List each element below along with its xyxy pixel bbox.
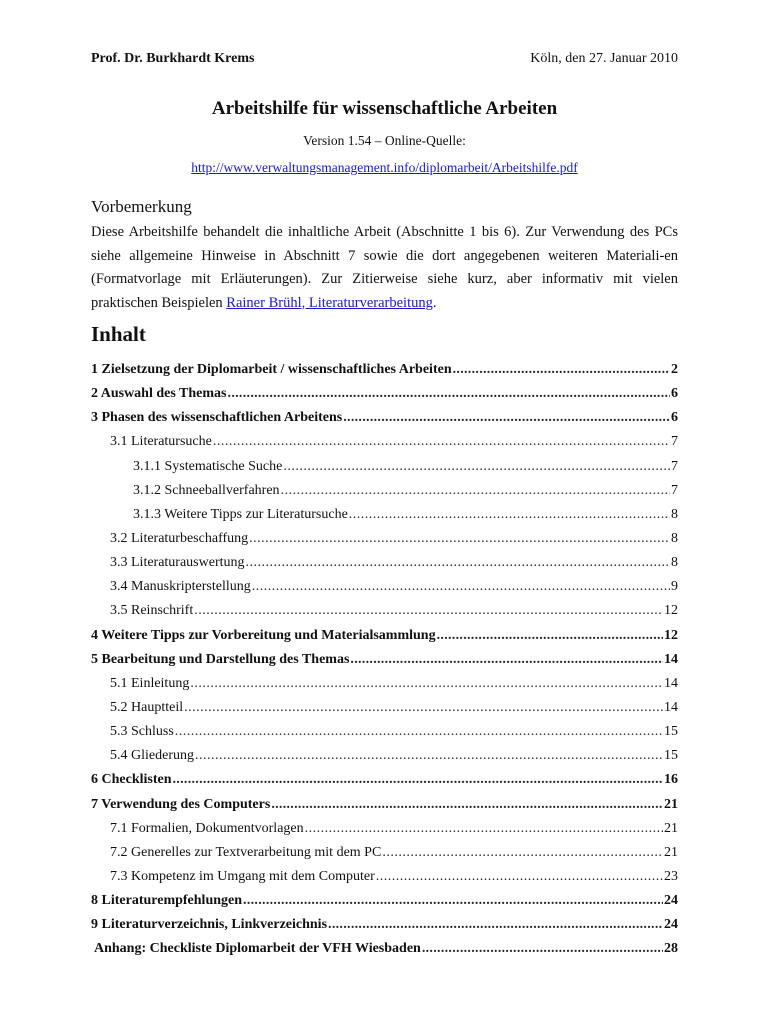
toc-leader-dots [350,652,663,668]
table-of-contents [91,362,678,966]
document-title: Arbeitshilfe für wissenschaftliche Arbeiten [211,98,558,119]
toc-entry[interactable] [91,483,678,507]
toc-entry[interactable] [91,603,678,627]
document-page [91,0,678,1024]
toc-page-number: 9 [671,579,678,595]
toc-entry-title: 7.2 Generelles zur Textverarbeitung mit dem PC [110,844,382,860]
toc-entry[interactable] [91,555,678,579]
toc-entry[interactable] [91,531,678,555]
version-line: Version 1.54 – Online-Quelle: [303,133,466,148]
toc-entry[interactable] [91,386,678,410]
toc-entry-title: 3.1 Literatursuche [110,434,212,450]
toc-entry[interactable] [91,434,678,458]
toc-leader-dots [228,386,670,402]
toc-entry[interactable] [91,362,678,386]
preface-text: Diese Arbeitshilfe behandelt die inhaltliche Arbeit (Abschnitte 1 bis 6). Zur Verwendung des PCs siehe allgemeine Hinweise in Abschnitt 7 sowie die dort angegebenen weiteren Materiali-en (Formatvorlage mit Erläuterungen). Zur Zitierweise siehe kurz, aber informativ mit vielen praktischen Beispielen [91,224,678,311]
toc-leader-dots [246,555,670,571]
toc-entry-title: 5 Bearbeitung und Darstellung des Themas [91,651,350,667]
toc-entry[interactable] [91,772,678,796]
toc-page-number: 14 [664,675,678,691]
toc-page-number: 7 [671,434,678,450]
toc-entry-title: 3.1.1 Systematische Suche [133,458,283,474]
preface-text-end: . [432,294,437,311]
toc-entry-title: 4 Weitere Tipps zur Vorbereitung und Materialsammlung [91,627,436,643]
toc-page-number: 21 [664,820,678,836]
toc-leader-dots [305,821,663,837]
toc-entry[interactable] [91,507,678,531]
toc-leader-dots [343,410,670,426]
toc-entry[interactable] [91,410,678,434]
toc-entry[interactable] [91,797,678,821]
toc-leader-dots [283,459,670,475]
toc-entry[interactable] [91,845,678,869]
toc-leader-dots [249,531,670,547]
toc-entry[interactable] [91,869,678,893]
toc-entry[interactable] [91,676,678,700]
toc-page-number: 28 [664,941,678,957]
toc-page-number: 6 [671,410,678,426]
toc-page-number: 14 [664,651,678,667]
toc-page-number: 15 [664,748,678,764]
toc-leader-dots [173,772,664,788]
toc-leader-dots [437,628,663,644]
toc-page-number: 24 [664,893,678,909]
toc-entry-title: 3.5 Reinschrift [110,603,194,619]
toc-leader-dots [376,869,663,885]
toc-leader-dots [281,483,670,499]
toc-leader-dots [349,507,670,523]
toc-entry-title: 2 Auswahl des Themas [91,386,227,402]
toc-entry[interactable] [91,724,678,748]
toc-leader-dots [382,845,663,861]
toc-leader-dots [194,603,663,619]
toc-entry[interactable] [91,652,678,676]
toc-entry-title: 3.3 Literaturauswertung [110,555,245,571]
toc-page-number: 8 [671,555,678,571]
toc-heading: Inhalt [91,322,146,346]
toc-leader-dots [190,676,663,692]
toc-leader-dots [175,724,663,740]
author-name: Prof. Dr. Burkhardt Krems [91,51,255,66]
toc-entry[interactable] [91,459,678,483]
toc-entry-title: 3.1.3 Weitere Tipps zur Literatursuche [133,506,348,522]
toc-leader-dots [271,797,663,813]
toc-entry[interactable] [91,700,678,724]
toc-leader-dots [422,941,663,957]
toc-entry-title: 1 Zielsetzung der Diplomarbeit / wissenschaftliches Arbeiten [91,362,452,377]
toc-page-number: 8 [671,530,678,546]
place-date: Köln, den 27. Januar 2010 [530,51,678,66]
toc-page-number: 24 [664,917,678,933]
toc-entry-title: 3.1.2 Schneeballverfahren [133,482,280,498]
toc-leader-dots [243,893,663,909]
toc-entry-title: 7.3 Kompetenz im Umgang mit dem Computer [110,868,375,884]
source-url-line [91,160,678,176]
toc-entry-title: 7.1 Formalien, Dokumentvorlagen [110,820,304,836]
toc-entry[interactable] [91,893,678,917]
toc-entry-title: 5.3 Schluss [110,724,174,740]
bruehl-link[interactable]: Rainer Brühl, Literaturverarbeitung [226,294,433,311]
toc-entry-title: 6 Checklisten [91,772,172,788]
toc-leader-dots [195,748,663,764]
toc-page-number: 16 [664,772,678,788]
toc-entry-title: 3.4 Manuskripterstellung [110,579,251,595]
toc-entry-title: 3 Phasen des wissenschaftlichen Arbeitens [91,410,343,426]
toc-leader-dots [328,917,663,933]
toc-entry[interactable] [91,917,678,941]
toc-entry-title: 5.4 Gliederung [110,748,194,764]
toc-leader-dots [252,579,670,595]
toc-page-number: 12 [664,603,678,619]
toc-page-number: 8 [671,506,678,522]
toc-entry[interactable] [91,748,678,772]
toc-entry[interactable] [91,941,678,965]
toc-page-number: 12 [664,627,678,643]
toc-entry[interactable] [91,628,678,652]
toc-leader-dots [213,434,670,450]
toc-entry[interactable] [91,821,678,845]
preface-heading: Vorbemerkung [91,197,192,216]
toc-entry-title: 7 Verwendung des Computers [91,796,271,812]
toc-entry-title: 5.1 Einleitung [110,675,190,691]
preface-paragraph [91,221,678,315]
toc-leader-dots [184,700,663,716]
toc-leader-dots [453,362,670,378]
toc-page-number: 23 [664,868,678,884]
toc-entry-title: 9 Literaturverzeichnis, Linkverzeichnis [91,917,328,933]
toc-entry-title: 5.2 Hauptteil [110,699,184,715]
toc-entry-title: 3.2 Literaturbeschaffung [110,530,249,546]
source-url-link[interactable]: http://www.verwaltungsmanagement.info/diplomarbeit/Arbeitshilfe.pdf [191,160,578,175]
toc-page-number: 6 [671,386,678,402]
toc-entry-title: Anhang: Checkliste Diplomarbeit der VFH Wiesbaden [94,941,421,957]
toc-entry-title: 8 Literaturempfehlungen [91,893,243,909]
toc-page-number: 7 [671,482,678,498]
toc-page-number: 2 [671,362,678,377]
toc-page-number: 15 [664,724,678,740]
toc-page-number: 21 [664,796,678,812]
toc-page-number: 14 [664,699,678,715]
toc-page-number: 7 [671,458,678,474]
letterhead [91,51,678,71]
toc-entry[interactable] [91,579,678,603]
toc-page-number: 21 [664,844,678,860]
